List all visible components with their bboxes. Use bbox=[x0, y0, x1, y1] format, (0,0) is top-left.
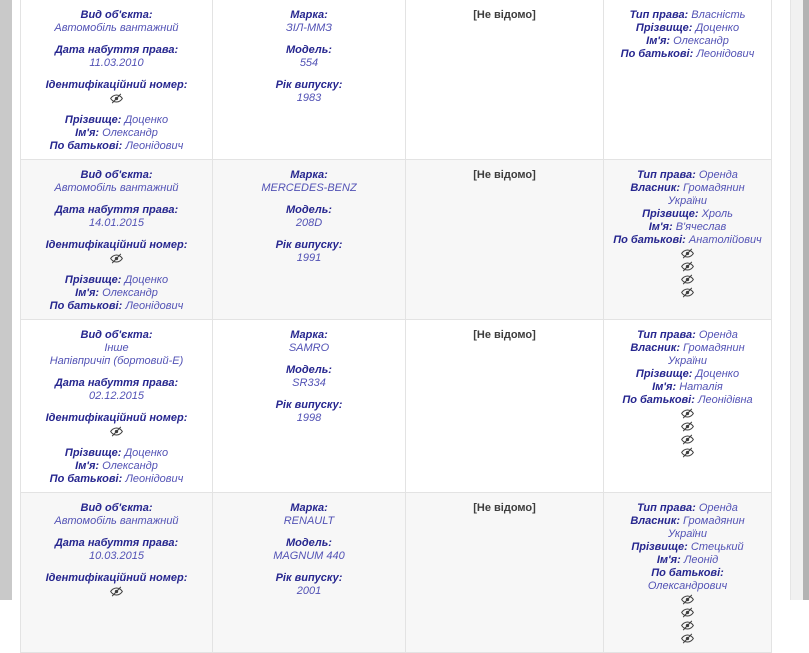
field-label: Модель: bbox=[286, 204, 332, 216]
field-value: MERCEDES-BENZ bbox=[261, 182, 357, 194]
field-label: Модель: bbox=[286, 537, 332, 549]
rights-value: Оренда bbox=[698, 502, 738, 514]
rights-cell bbox=[603, 320, 771, 492]
eye-off-icon bbox=[110, 92, 123, 105]
rights-value: Анатолійович bbox=[688, 234, 762, 246]
status-unknown: [Не відомо] bbox=[473, 329, 536, 341]
person-value: Леонідович bbox=[125, 140, 184, 152]
person-line bbox=[27, 114, 206, 127]
hidden-value-line bbox=[27, 92, 206, 105]
person-line bbox=[27, 447, 206, 460]
field-label: Вид об'єкта: bbox=[80, 169, 153, 181]
person-line bbox=[27, 473, 206, 486]
vehicle-cell bbox=[212, 493, 405, 652]
eye-off-icon bbox=[110, 585, 123, 598]
eye-off-icon bbox=[681, 446, 694, 459]
eye-off-icon bbox=[681, 273, 694, 286]
rights-value: Стецький bbox=[690, 541, 744, 553]
person-label: По батькові: bbox=[49, 473, 123, 485]
hidden-value-line bbox=[610, 273, 765, 286]
field-group bbox=[219, 204, 399, 230]
rights-label: По батькові: bbox=[622, 394, 695, 406]
rights-value: Олександр bbox=[673, 35, 729, 47]
rights-line bbox=[610, 9, 765, 22]
rights-value: Громадянин України bbox=[668, 182, 745, 207]
rights-value: Леонідович bbox=[696, 48, 755, 60]
person-value: Олександр bbox=[102, 460, 158, 472]
field-group bbox=[27, 274, 206, 313]
rights-value: Доценко bbox=[695, 22, 740, 34]
field-group bbox=[27, 204, 206, 230]
hidden-value-line bbox=[27, 585, 206, 598]
person-label: По батькові: bbox=[49, 140, 123, 152]
table-row bbox=[21, 0, 771, 160]
rights-label: Ім'я: bbox=[646, 35, 671, 47]
rights-label: Тип права: bbox=[629, 9, 689, 21]
rights-label: Власник: bbox=[630, 182, 680, 194]
status-unknown: [Не відомо] bbox=[473, 9, 536, 21]
rights-line bbox=[610, 35, 765, 48]
declarations-table bbox=[20, 0, 772, 653]
rights-value: Оренда bbox=[698, 329, 738, 341]
field-group bbox=[27, 9, 206, 35]
status-unknown: [Не відомо] bbox=[473, 169, 536, 181]
field-group bbox=[219, 329, 399, 355]
person-value: Олександр bbox=[102, 287, 158, 299]
field-value: 14.01.2015 bbox=[88, 217, 145, 229]
table-row bbox=[21, 160, 771, 320]
scrollbar[interactable] bbox=[803, 0, 809, 600]
rights-value: Хроль bbox=[701, 208, 733, 220]
rights-label: По батькові: bbox=[651, 567, 724, 579]
rights-line bbox=[610, 22, 765, 35]
person-value: Доценко bbox=[124, 114, 169, 126]
rights-cell bbox=[603, 0, 771, 159]
field-group bbox=[219, 79, 399, 105]
rights-line bbox=[610, 515, 765, 541]
field-value: SAMRO bbox=[288, 342, 330, 354]
field-group bbox=[219, 572, 399, 598]
hidden-value-line bbox=[610, 260, 765, 273]
rights-value: Олександрович bbox=[647, 580, 728, 592]
rights-line bbox=[610, 169, 765, 182]
field-label: Дата набуття права: bbox=[54, 204, 179, 216]
field-group bbox=[27, 329, 206, 368]
person-line bbox=[27, 274, 206, 287]
eye-off-icon bbox=[681, 606, 694, 619]
field-value: 1991 bbox=[296, 252, 322, 264]
field-value: 2001 bbox=[296, 585, 322, 597]
hidden-value-line bbox=[610, 619, 765, 632]
field-group bbox=[219, 44, 399, 70]
field-group bbox=[219, 364, 399, 390]
field-label: Вид об'єкта: bbox=[80, 502, 153, 514]
field-value: RENAULT bbox=[283, 515, 335, 527]
rights-value: Громадянин України bbox=[668, 515, 745, 540]
person-label: Прізвище: bbox=[64, 447, 122, 459]
field-label: Модель: bbox=[286, 44, 332, 56]
person-label: Прізвище: bbox=[64, 274, 122, 286]
rights-label: Прізвище: bbox=[635, 368, 693, 380]
rights-line bbox=[610, 554, 765, 567]
field-group bbox=[27, 412, 206, 438]
rights-label: Тип права: bbox=[637, 169, 696, 181]
field-label: Ідентифікаційний номер: bbox=[45, 79, 188, 91]
rights-label: Тип права: bbox=[637, 502, 696, 514]
left-gutter bbox=[0, 0, 12, 600]
rights-line bbox=[610, 329, 765, 342]
field-label: Рік випуску: bbox=[275, 399, 343, 411]
eye-off-icon bbox=[681, 260, 694, 273]
field-value: Автомобіль вантажний bbox=[54, 182, 179, 194]
rights-line bbox=[610, 381, 765, 394]
field-group bbox=[27, 239, 206, 265]
rights-value: Власність bbox=[691, 9, 746, 21]
field-group bbox=[219, 9, 399, 35]
field-value: 11.03.2010 bbox=[89, 57, 144, 69]
person-line bbox=[27, 460, 206, 473]
field-group bbox=[27, 377, 206, 403]
field-group bbox=[219, 502, 399, 528]
rights-line bbox=[610, 342, 765, 368]
right-gutter bbox=[790, 0, 803, 600]
field-value: Автомобіль вантажний bbox=[54, 22, 179, 34]
field-label: Рік випуску: bbox=[275, 79, 343, 91]
person-value: Доценко bbox=[124, 274, 169, 286]
rights-line bbox=[610, 48, 765, 61]
hidden-value-line bbox=[27, 252, 206, 265]
rights-value: Наталія bbox=[679, 381, 723, 393]
rights-line bbox=[610, 541, 765, 554]
object-cell bbox=[21, 160, 212, 319]
vehicle-cell bbox=[212, 320, 405, 492]
rights-line bbox=[610, 234, 765, 247]
eye-off-icon bbox=[681, 619, 694, 632]
field-value: MAGNUM 440 bbox=[273, 550, 345, 562]
rights-value: Громадянин України bbox=[668, 342, 745, 367]
object-cell bbox=[21, 493, 212, 652]
status-cell bbox=[405, 493, 603, 652]
field-label: Рік випуску: bbox=[275, 572, 343, 584]
person-value: Леонідович bbox=[125, 300, 184, 312]
field-value: Напівпричіп (бортовий-Е) bbox=[49, 355, 184, 367]
person-label: Прізвище: bbox=[64, 114, 122, 126]
rights-label: Ім'я: bbox=[656, 554, 681, 566]
status-unknown: [Не відомо] bbox=[473, 502, 536, 514]
eye-off-icon bbox=[681, 247, 694, 260]
object-cell bbox=[21, 320, 212, 492]
rights-label: Власник: bbox=[630, 515, 680, 527]
status-cell bbox=[405, 0, 603, 159]
person-label: Ім'я: bbox=[75, 460, 100, 472]
rights-label: По батькові: bbox=[620, 48, 694, 60]
rights-label: Прізвище: bbox=[635, 22, 693, 34]
field-label: Ідентифікаційний номер: bbox=[45, 412, 188, 424]
field-label: Рік випуску: bbox=[275, 239, 343, 251]
field-group bbox=[27, 502, 206, 528]
eye-off-icon bbox=[681, 632, 694, 645]
field-label: Марка: bbox=[290, 502, 328, 514]
field-group bbox=[219, 537, 399, 563]
vehicle-cell bbox=[212, 0, 405, 159]
field-label: Ідентифікаційний номер: bbox=[45, 572, 188, 584]
table-row bbox=[21, 320, 771, 493]
field-value: 554 bbox=[299, 57, 319, 69]
person-value: Доценко bbox=[124, 447, 169, 459]
person-line bbox=[27, 140, 206, 153]
field-group bbox=[219, 169, 399, 195]
rights-value: Доценко bbox=[695, 368, 740, 380]
rights-line bbox=[610, 567, 765, 593]
rights-label: Тип права: bbox=[637, 329, 696, 341]
field-value: 1998 bbox=[296, 412, 322, 424]
field-value: Автомобіль вантажний bbox=[54, 515, 179, 527]
field-group bbox=[27, 537, 206, 563]
field-label: Марка: bbox=[290, 329, 328, 341]
rights-cell bbox=[603, 160, 771, 319]
eye-off-icon bbox=[110, 252, 123, 265]
field-group bbox=[27, 572, 206, 598]
field-label: Дата набуття права: bbox=[54, 537, 179, 549]
person-line bbox=[27, 127, 206, 140]
field-group bbox=[219, 399, 399, 425]
eye-off-icon bbox=[681, 407, 694, 420]
status-cell bbox=[405, 320, 603, 492]
hidden-value-line bbox=[610, 247, 765, 260]
field-value: Інше bbox=[104, 342, 129, 354]
rights-cell bbox=[603, 493, 771, 652]
field-group bbox=[219, 239, 399, 265]
field-label: Модель: bbox=[286, 364, 332, 376]
field-group bbox=[27, 114, 206, 153]
person-label: Ім'я: bbox=[75, 127, 100, 139]
person-line bbox=[27, 300, 206, 313]
person-value: Леонідович bbox=[125, 473, 184, 485]
field-group bbox=[27, 44, 206, 70]
field-value: ЗІЛ-ММЗ bbox=[285, 22, 333, 34]
object-cell bbox=[21, 0, 212, 159]
field-value: 208D bbox=[295, 217, 323, 229]
field-label: Вид об'єкта: bbox=[80, 9, 153, 21]
rights-value: Леонідівна bbox=[697, 394, 753, 406]
rights-line bbox=[610, 394, 765, 407]
field-value: SR334 bbox=[292, 377, 326, 389]
rights-label: По батькові: bbox=[613, 234, 686, 246]
field-group bbox=[27, 79, 206, 105]
eye-off-icon bbox=[110, 425, 123, 438]
field-label: Марка: bbox=[290, 9, 328, 21]
field-label: Вид об'єкта: bbox=[80, 329, 153, 341]
status-cell bbox=[405, 160, 603, 319]
field-value: 1983 bbox=[296, 92, 322, 104]
person-value: Олександр bbox=[102, 127, 158, 139]
rights-label: Ім'я: bbox=[652, 381, 677, 393]
hidden-value-line bbox=[610, 433, 765, 446]
eye-off-icon bbox=[681, 286, 694, 299]
table-row bbox=[21, 493, 771, 653]
rights-label: Власник: bbox=[630, 342, 680, 354]
field-value: 02.12.2015 bbox=[88, 390, 145, 402]
hidden-value-line bbox=[610, 420, 765, 433]
eye-off-icon bbox=[681, 420, 694, 433]
person-label: По батькові: bbox=[49, 300, 123, 312]
hidden-value-line bbox=[27, 425, 206, 438]
rights-value: Оренда bbox=[698, 169, 738, 181]
rights-line bbox=[610, 502, 765, 515]
eye-off-icon bbox=[681, 433, 694, 446]
rights-label: Прізвище: bbox=[631, 541, 688, 553]
field-label: Дата набуття права: bbox=[54, 377, 179, 389]
rights-line bbox=[610, 182, 765, 208]
field-label: Марка: bbox=[290, 169, 328, 181]
field-value: 10.03.2015 bbox=[88, 550, 145, 562]
hidden-value-line bbox=[610, 632, 765, 645]
rights-line bbox=[610, 208, 765, 221]
field-group bbox=[27, 169, 206, 195]
rights-value: В'ячеслав bbox=[675, 221, 727, 233]
person-line bbox=[27, 287, 206, 300]
person-label: Ім'я: bbox=[75, 287, 100, 299]
hidden-value-line bbox=[610, 606, 765, 619]
field-label: Ідентифікаційний номер: bbox=[45, 239, 188, 251]
field-label: Дата набуття права: bbox=[54, 44, 179, 56]
rights-label: Ім'я: bbox=[648, 221, 673, 233]
rights-line bbox=[610, 221, 765, 234]
hidden-value-line bbox=[610, 446, 765, 459]
rights-label: Прізвище: bbox=[642, 208, 699, 220]
vehicle-cell bbox=[212, 160, 405, 319]
hidden-value-line bbox=[610, 286, 765, 299]
rights-value: Леонід bbox=[683, 554, 719, 566]
rights-line bbox=[610, 368, 765, 381]
hidden-value-line bbox=[610, 407, 765, 420]
field-group bbox=[27, 447, 206, 486]
